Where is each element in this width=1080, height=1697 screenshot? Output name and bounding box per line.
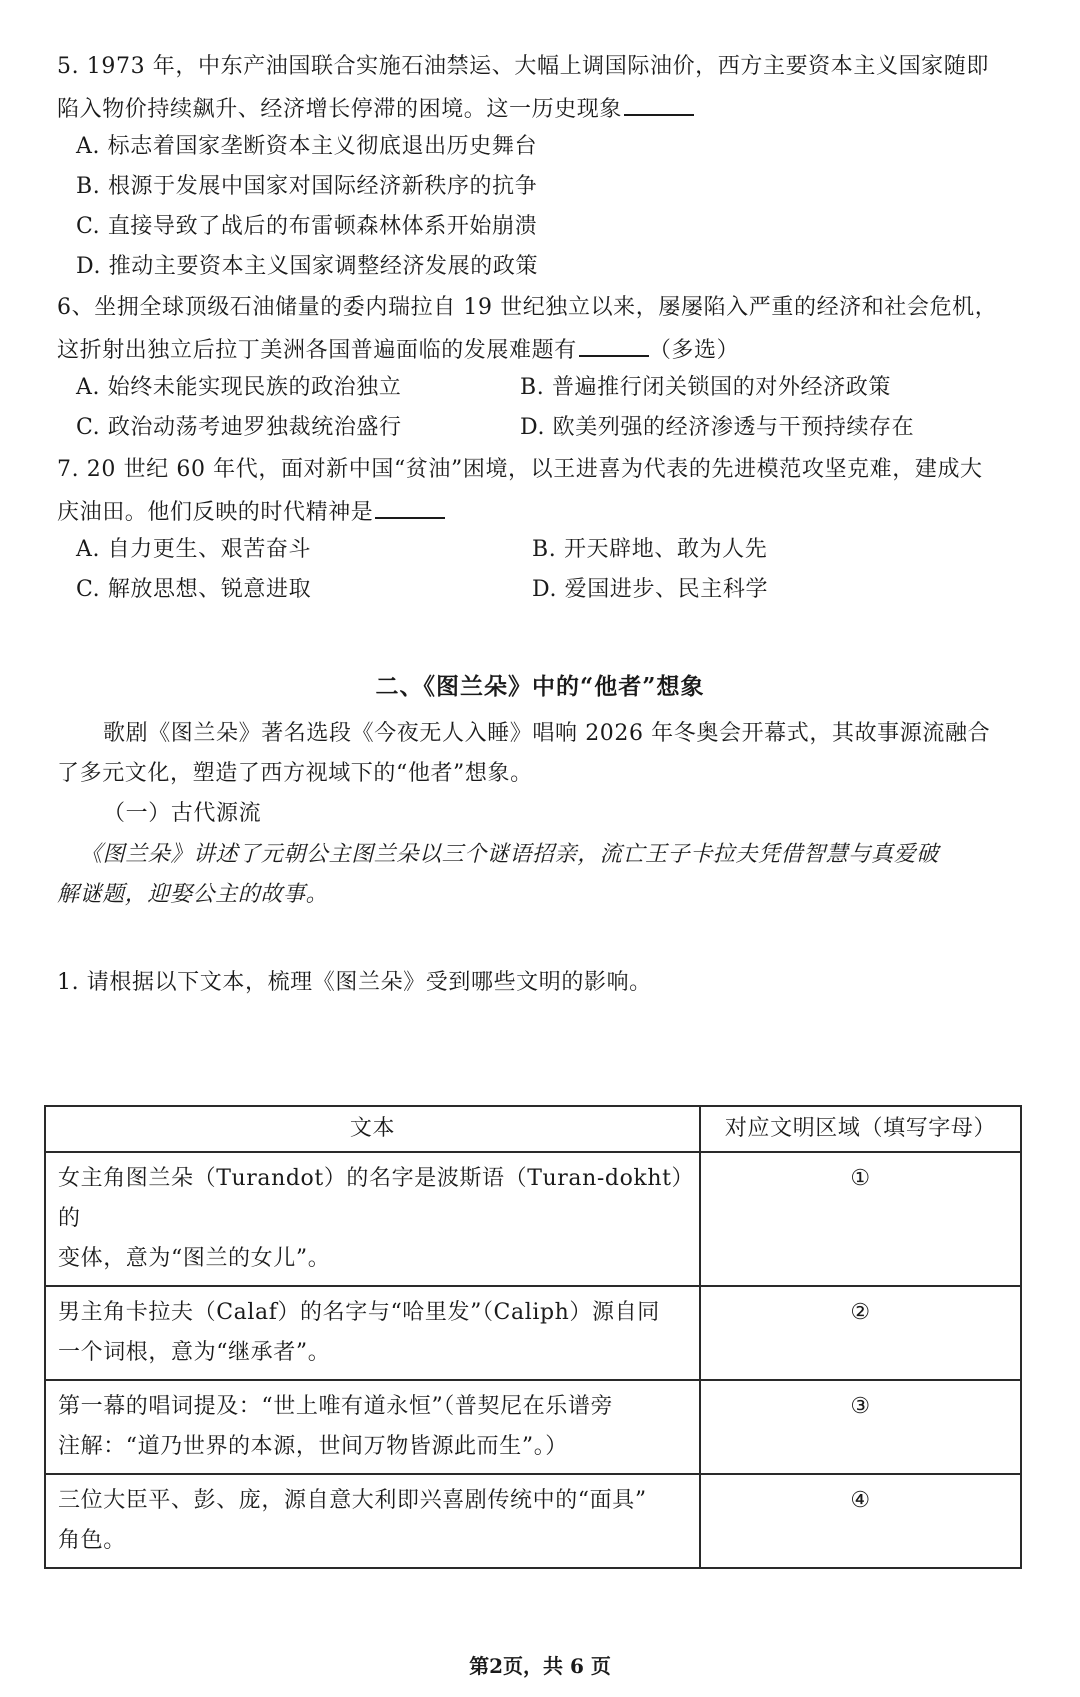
row-text-line: 女主角图兰朵（Turandot）的名字是波斯语（Turan-dokht）的 bbox=[58, 1166, 684, 1231]
q6-stem-line1: 6、坐拥全球顶级石油储量的委内瑞拉自 19 世纪独立以来，屡屡陷入严重的经济和社会危机， bbox=[57, 295, 998, 320]
answer-marker: ④ bbox=[850, 1488, 871, 1513]
row-text-line: 男主角卡拉夫（Calaf）的名字与“哈里发”（Caliph）源自同 bbox=[58, 1300, 660, 1325]
row-text-line: 注解：“道乃世界的本源，世间万物皆源此而生”。） bbox=[58, 1434, 568, 1459]
q7-stem-text: 庆油田。他们反映的时代精神是 bbox=[57, 500, 374, 525]
q6-stem-line2 bbox=[57, 333, 739, 366]
q7-option-a: A. 自力更生、艰苦奋斗 bbox=[76, 537, 312, 562]
q6-option-b: B. 普遍推行闭关锁国的对外经济政策 bbox=[520, 375, 891, 400]
q7-answer-blank bbox=[375, 495, 445, 519]
table-row bbox=[45, 1152, 1021, 1286]
q5-stem-line1: 5. 1973 年，中东产油国联合实施石油禁运、大幅上调国际油价，西方主要资本主义国家随即 bbox=[57, 54, 989, 79]
subsection-title: （一）古代源流 bbox=[103, 801, 262, 826]
q5-option-c: C. 直接导致了战后的布雷顿森林体系开始崩溃 bbox=[76, 214, 538, 239]
table-row bbox=[45, 1380, 1021, 1474]
q6-option-d: D. 欧美列强的经济渗透与干预持续存在 bbox=[520, 415, 915, 440]
table-row bbox=[45, 1474, 1021, 1568]
header-text: 文本 bbox=[45, 1106, 700, 1152]
row-text bbox=[45, 1286, 700, 1380]
q5-option-a: A. 标志着国家垄断资本主义彻底退出历史舞台 bbox=[76, 134, 538, 159]
answer-marker: ① bbox=[850, 1166, 871, 1191]
answer-cell[interactable] bbox=[700, 1152, 1021, 1286]
q6-option-c: C. 政治动荡考迪罗独裁统治盛行 bbox=[76, 415, 402, 440]
q7-option-c: C. 解放思想、锐意进取 bbox=[76, 577, 312, 602]
section-title: 二、《图兰朵》中的“他者”想象 bbox=[375, 673, 705, 700]
q7-option-b: B. 开天辟地、敢为人先 bbox=[532, 537, 768, 562]
q5-stem-text: 陷入物价持续飙升、经济增长停滞的困境。这一历史现象 bbox=[57, 97, 623, 122]
row-text bbox=[45, 1474, 700, 1568]
q7-stem-line1: 7. 20 世纪 60 年代，面对新中国“贫油”困境，以王进喜为代表的先进模范攻坚克难，建成大 bbox=[57, 457, 983, 482]
q5-option-b: B. 根源于发展中国家对国际经济新秩序的抗争 bbox=[76, 174, 538, 199]
q7-stem-line2 bbox=[57, 495, 445, 528]
section-intro-line1: 歌剧《图兰朵》著名选段《今夜无人入睡》唱响 2026 年冬奥会开幕式，其故事源流融合 bbox=[103, 721, 991, 746]
answer-cell[interactable] bbox=[700, 1286, 1021, 1380]
q7-option-d: D. 爱国进步、民主科学 bbox=[532, 577, 769, 602]
page-footer: 第2页，共 6 页 bbox=[469, 1654, 611, 1678]
row-text bbox=[45, 1152, 700, 1286]
header-region: 对应文明区域（填写字母） bbox=[700, 1106, 1021, 1152]
answer-marker: ② bbox=[850, 1300, 871, 1325]
answer-cell[interactable] bbox=[700, 1474, 1021, 1568]
q6-stem-text: 这折射出独立后拉丁美洲各国普遍面临的发展难题有 bbox=[57, 338, 577, 363]
story-line1: 《图兰朵》讲述了元朝公主图兰朵以三个谜语招亲，流亡王子卡拉夫凭借智慧与真爱破 bbox=[80, 842, 939, 867]
q6-option-a: A. 始终未能实现民族的政治独立 bbox=[76, 375, 402, 400]
table-row bbox=[45, 1286, 1021, 1380]
row-text-line: 角色。 bbox=[58, 1528, 126, 1553]
row-text bbox=[45, 1380, 700, 1474]
story-line2: 解谜题，迎娶公主的故事。 bbox=[57, 882, 329, 907]
civilization-table bbox=[44, 1105, 1022, 1569]
q5-answer-blank bbox=[624, 92, 694, 116]
q6-multi-note: （多选） bbox=[648, 338, 740, 363]
q6-answer-blank bbox=[579, 333, 649, 357]
row-text-line: 第一幕的唱词提及：“世上唯有道永恒”（普契尼在乐谱旁 bbox=[58, 1394, 614, 1419]
answer-marker: ③ bbox=[850, 1394, 871, 1419]
table-header-row bbox=[45, 1106, 1021, 1152]
row-text-line: 变体，意为“图兰的女儿”。 bbox=[58, 1246, 331, 1271]
answer-cell[interactable] bbox=[700, 1380, 1021, 1474]
q5-option-d: D. 推动主要资本主义国家调整经济发展的政策 bbox=[76, 254, 539, 279]
question-1: 1. 请根据以下文本，梳理《图兰朵》受到哪些文明的影响。 bbox=[57, 970, 652, 995]
q5-stem-line2 bbox=[57, 92, 694, 125]
row-text-line: 三位大臣平、彭、庞，源自意大利即兴喜剧传统中的“面具” bbox=[58, 1488, 647, 1513]
row-text-line: 一个词根，意为“继承者”。 bbox=[58, 1340, 331, 1365]
section-intro-line2: 了多元文化，塑造了西方视域下的“他者”想象。 bbox=[57, 761, 533, 786]
